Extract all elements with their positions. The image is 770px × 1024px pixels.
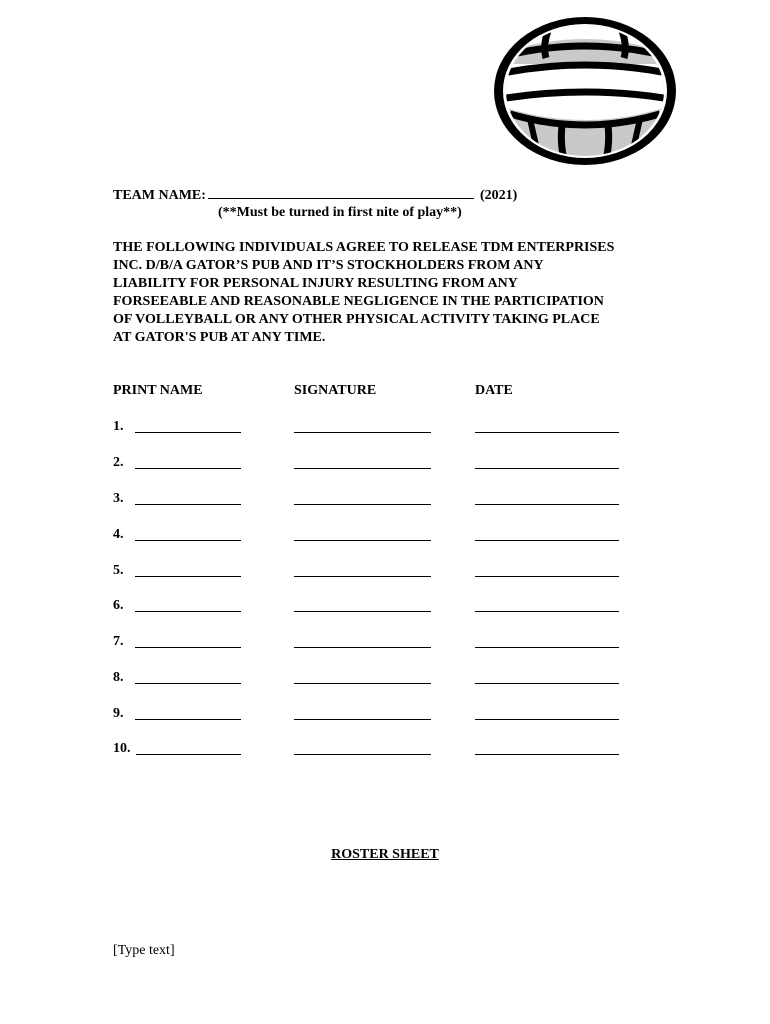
roster-row <box>0 491 770 511</box>
roster-row <box>0 706 770 726</box>
signature-field[interactable] <box>294 540 431 541</box>
waiver-line: AT GATOR'S PUB AT ANY TIME. <box>113 330 326 345</box>
signature-field[interactable] <box>294 576 431 577</box>
print-name-field[interactable] <box>135 504 241 505</box>
row-number: 9. <box>113 706 124 721</box>
signature-field[interactable] <box>294 504 431 505</box>
roster-row <box>0 455 770 475</box>
roster-row <box>0 741 770 761</box>
submission-note: (**Must be turned in first nite of play**) <box>218 205 462 220</box>
row-number: 6. <box>113 598 124 613</box>
footer-placeholder[interactable]: [Type text] <box>113 943 175 958</box>
date-field[interactable] <box>475 683 619 684</box>
print-name-field[interactable] <box>136 754 241 755</box>
date-field[interactable] <box>475 647 619 648</box>
waiver-line: OF VOLLEYBALL OR ANY OTHER PHYSICAL ACTIVITY TAKING PLACE <box>113 312 600 327</box>
date-field[interactable] <box>475 504 619 505</box>
date-field[interactable] <box>475 754 619 755</box>
roster-row <box>0 598 770 618</box>
date-field[interactable] <box>475 540 619 541</box>
signature-field[interactable] <box>294 468 431 469</box>
signature-field[interactable] <box>294 611 431 612</box>
date-field[interactable] <box>475 576 619 577</box>
print-name-field[interactable] <box>135 576 241 577</box>
print-name-field[interactable] <box>135 683 241 684</box>
signature-field[interactable] <box>294 719 431 720</box>
waiver-line: FORSEEABLE AND REASONABLE NEGLIGENCE IN THE PARTICIPATION <box>113 294 604 309</box>
row-number: 7. <box>113 634 124 649</box>
row-number: 8. <box>113 670 124 685</box>
print-name-field[interactable] <box>135 647 241 648</box>
team-name-label: TEAM NAME: <box>113 188 206 203</box>
print-name-field[interactable] <box>135 540 241 541</box>
signature-header: SIGNATURE <box>294 383 377 398</box>
season-year: (2021) <box>479 188 518 203</box>
date-field[interactable] <box>475 432 619 433</box>
row-number: 3. <box>113 491 124 506</box>
print-name-field[interactable] <box>135 432 241 433</box>
waiver-text <box>113 239 673 347</box>
waiver-line: INC. D/B/A GATOR’S PUB AND IT’S STOCKHOLDERS FROM ANY <box>113 258 544 273</box>
date-field[interactable] <box>475 611 619 612</box>
print-name-field[interactable] <box>135 468 241 469</box>
roster-row <box>0 563 770 583</box>
row-number: 4. <box>113 527 124 542</box>
waiver-line: THE FOLLOWING INDIVIDUALS AGREE TO RELEASE TDM ENTERPRISES <box>113 240 615 255</box>
date-field[interactable] <box>475 719 619 720</box>
roster-row <box>0 670 770 690</box>
date-header: DATE <box>475 383 513 398</box>
date-field[interactable] <box>475 468 619 469</box>
team-name-blank[interactable] <box>208 186 474 199</box>
roster-row <box>0 634 770 654</box>
roster-row <box>0 419 770 439</box>
row-number: 2. <box>113 455 124 470</box>
signature-field[interactable] <box>294 683 431 684</box>
waiver-line: LIABILITY FOR PERSONAL INJURY RESULTING FROM ANY <box>113 276 518 291</box>
row-number: 10. <box>113 741 131 756</box>
roster-row <box>0 527 770 547</box>
volleyball-icon <box>490 14 680 168</box>
print-name-header: PRINT NAME <box>113 383 203 398</box>
team-name-line <box>113 186 517 204</box>
row-number: 1. <box>113 419 124 434</box>
signature-field[interactable] <box>294 754 431 755</box>
roster-sheet-title: ROSTER SHEET <box>331 847 439 862</box>
signature-field[interactable] <box>294 647 431 648</box>
signature-field[interactable] <box>294 432 431 433</box>
print-name-field[interactable] <box>135 719 241 720</box>
print-name-field[interactable] <box>135 611 241 612</box>
row-number: 5. <box>113 563 124 578</box>
